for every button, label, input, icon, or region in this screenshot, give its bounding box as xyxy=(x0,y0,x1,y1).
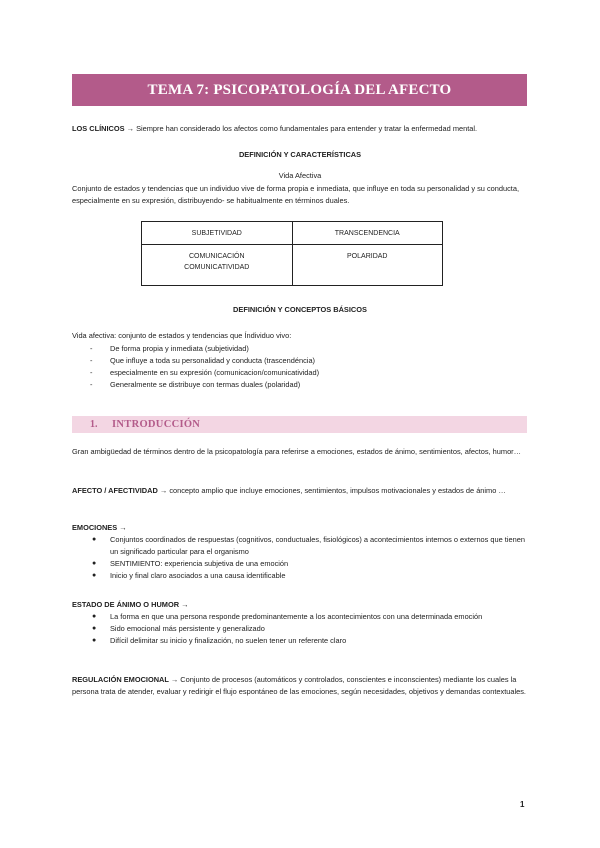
list-item: ● Conjuntos coordinados de respuestas (cognitivos, conductuales, fisiológicos) a acontecimientos internos o externos que tienen un significado particular para el organismo xyxy=(92,535,525,556)
afecto-text: concepto amplio que incluye emociones, sentimientos, impulsos motivacionales y estados de ánimo … xyxy=(167,486,506,495)
emociones-block xyxy=(72,522,528,582)
regulacion-paragraph xyxy=(72,674,528,698)
table-cell: COMUNICACIÓN COMUNICATIVIDAD xyxy=(142,245,293,286)
list-item: - De forma propia y inmediata (subjetividad) xyxy=(90,344,249,353)
vida-afectiva-def xyxy=(72,330,528,391)
estado-animo-list xyxy=(72,611,528,647)
afecto-label: AFECTO / AFECTIVIDAD → xyxy=(72,486,168,495)
definicion-heading: DEFINICIÓN Y CARACTERÍSTICAS xyxy=(238,150,362,159)
list-item: - especialmente en su expresión (comunicacion/comunicatividad) xyxy=(90,368,320,377)
clinicos-text: Siempre han considerado los afectos como fundamentales para entender y tratar la enfermedad mental. xyxy=(134,124,478,133)
list-item: - Generalmente se distribuye con termas duales (polaridad) xyxy=(90,380,301,389)
table-cell: POLARIDAD xyxy=(292,245,443,286)
table-row xyxy=(142,222,443,245)
list-item: ● Inicio y final claro asociados a una causa identificable xyxy=(92,571,286,580)
page-title: TEMA 7: PSICOPATOLOGÍA DEL AFECTO xyxy=(147,81,452,98)
afecto-paragraph xyxy=(72,485,528,497)
regulacion-text: Conjunto de procesos (automáticos y controlados, conscientes e inconscientes) mediante los cuales la persona trata de atender, evaluar y redirigir el flujo espontáneo de las emociones, según necesidades, objetivos y demandas contextuales. xyxy=(72,675,526,696)
table-row xyxy=(142,245,443,286)
clinicos-paragraph xyxy=(72,123,528,135)
regulacion-label: REGULACIÓN EMOCIONAL → xyxy=(72,675,179,684)
list-item: ● La forma en que una persona responde predominantemente a los acontecimientos con una determinada emoción xyxy=(92,612,483,621)
vida-afectiva-def-intro: Vida afectiva: conjunto de estados y tendencias que Índividuo vivo: xyxy=(72,331,292,340)
estado-animo-label: ESTADO DE ÁNIMO O HUMOR → xyxy=(72,600,189,609)
vida-afectiva-list xyxy=(72,343,528,391)
table-cell: TRANSCENDENCIA xyxy=(292,222,443,245)
list-item: - Que influye a toda su personalidad y conducta (trascendéncia) xyxy=(90,356,316,365)
page-number: 1 xyxy=(520,800,525,809)
section-number: 1. xyxy=(90,419,98,430)
ambiguedad-paragraph: Gran ambigüedad de términos dentro de la psicopatología para referirse a emociones, estados de ánimo, sentimientos, afectos, humor… xyxy=(72,447,522,456)
conceptos-heading: DEFINICIÓN Y CONCEPTOS BÁSICOS xyxy=(233,305,367,314)
list-item: ● Difícil delimitar su inicio y finalización, no suelen tener un referente claro xyxy=(92,636,347,645)
list-item: ● SENTIMIENTO: experiencia subjetiva de una emoción xyxy=(92,559,289,568)
estado-animo-block xyxy=(72,599,528,647)
title-banner xyxy=(72,74,527,106)
vida-afectiva-text: Conjunto de estados y tendencias que un individuo vive de forma propia e inmediata, que influye en toda su personalidad y su conducta, especialmente en su expresión, distribuyendo- se habitualmente en términos duales. xyxy=(72,184,520,205)
emociones-list xyxy=(72,534,528,582)
emociones-label: EMOCIONES → xyxy=(72,523,127,532)
section-introduccion-heading xyxy=(72,416,527,433)
clinicos-label: LOS CLÍNICOS → xyxy=(72,124,135,133)
list-item: ● Sido emocional más persistente y generalizado xyxy=(92,624,265,633)
vida-afectiva-heading: Vida Afectiva xyxy=(278,171,322,180)
characteristics-table xyxy=(141,221,443,286)
table-cell: SUBJETIVIDAD xyxy=(142,222,293,245)
section-label: INTRODUCCIÓN xyxy=(112,419,201,430)
